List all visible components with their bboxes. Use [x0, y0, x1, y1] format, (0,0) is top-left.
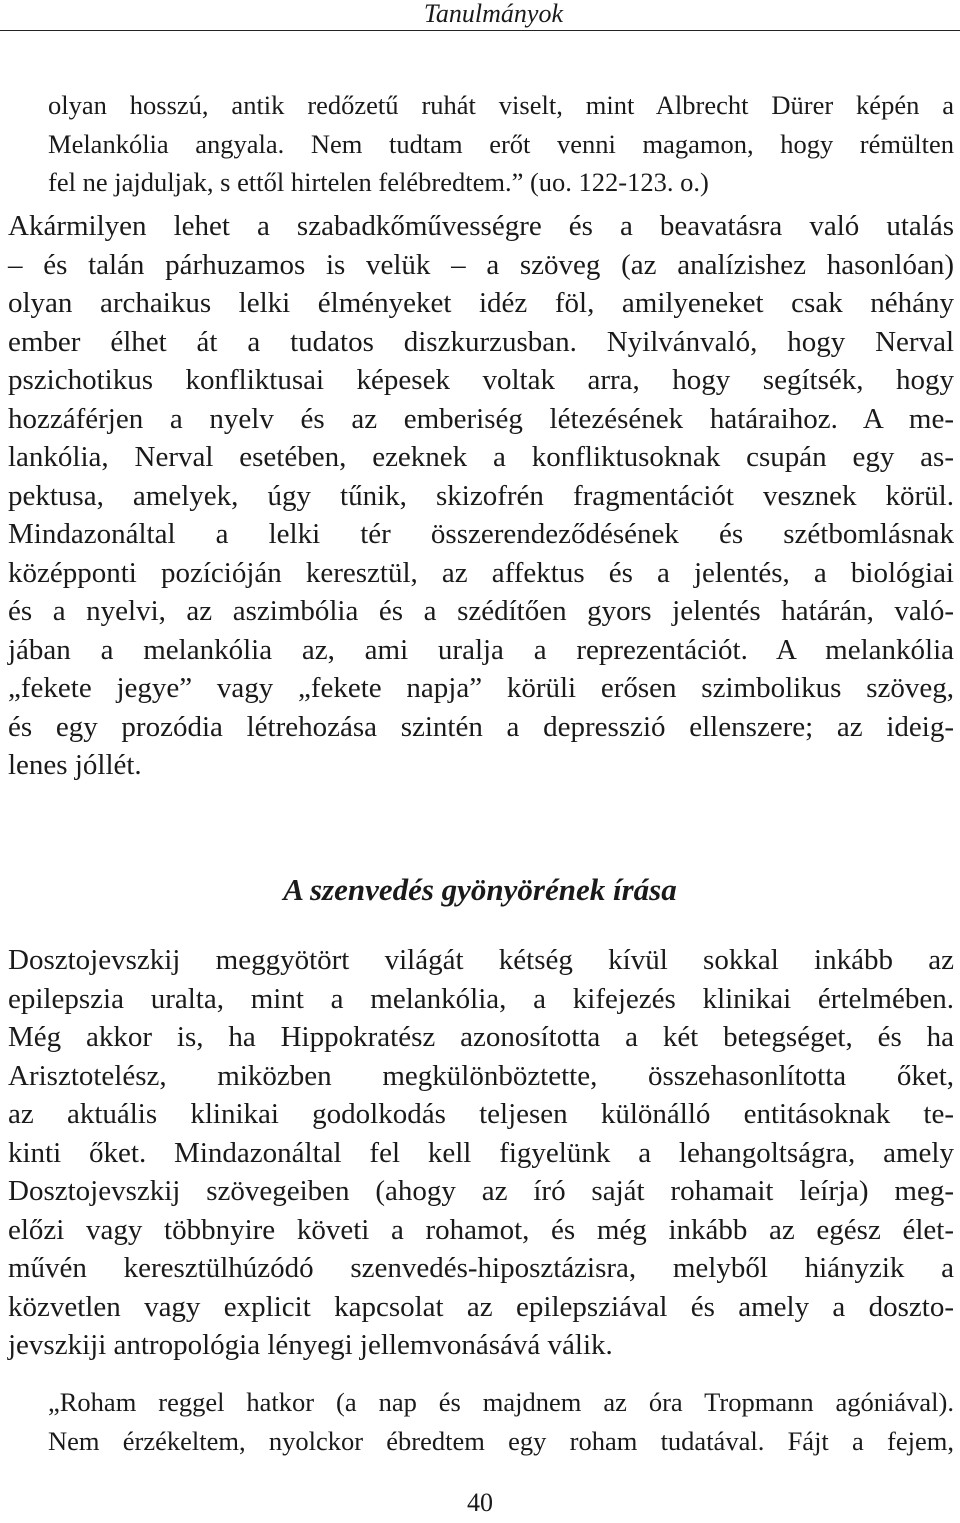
text-line: közvetlen vagy explicit kapcsolat az epilepsziával és amely a doszto-	[8, 1290, 954, 1323]
text-line: fel ne jajduljak, s ettől hirtelen felébredtem.” (uo. 122-123. o.)	[48, 167, 709, 197]
text-line: és egy prozódia létrehozása szintén a depresszió ellenszere; az ideig-	[8, 710, 954, 743]
text-line: középponti pozícióján keresztül, az affektus és a jelentés, a biológiai	[8, 556, 954, 589]
text-line: hozzáférjen a nyelv és az emberiség létezésének határaihoz. A me-	[8, 402, 954, 435]
text-line: Arisztotelész, miközben megkülönböztette, összehasonlította őket,	[8, 1059, 954, 1092]
text-line: pektusa, amelyek, úgy tűnik, skizofrén fragmentációt vesznek körül.	[8, 479, 954, 512]
text-line: lenes jóllét.	[8, 749, 142, 781]
text-line: Még akkor is, ha Hippokratész azonosította a két betegséget, és ha	[8, 1021, 954, 1053]
text-line: „Roham reggel hatkor (a nap és majdnem az óra Tropmann agóniával).	[48, 1387, 954, 1417]
paragraph-nerval	[8, 207, 954, 785]
running-title: Tanulmányok	[423, 0, 563, 28]
text-line: pszichotikus konfliktusai képesek voltak arra, hogy segítsék, hogy	[8, 364, 954, 396]
text-line: kinti őket. Mindazonáltal fel kell figyelünk a lehangoltságra, amely	[8, 1136, 954, 1169]
text-line: „fekete jegye” vagy „fekete napja” körüli erősen szimbolikus szöveg,	[8, 672, 954, 704]
text-line: Melankólia angyala. Nem tudtam erőt venni magamon, hogy rémülten	[48, 128, 954, 159]
text-line: – és talán párhuzamos is velük – a szöveg (az analízishez hasonlóan)	[8, 248, 954, 281]
text-line: epilepszia uralta, mint a melankólia, a kifejezés klinikai értelmében.	[8, 982, 954, 1015]
text-line: Mindazonáltal a lelki tér összerendeződésének és szétbomlásnak	[8, 518, 954, 550]
text-line: Dosztojevszkij meggyötört világát kétség kívül sokkal inkább az	[8, 944, 954, 976]
text-line: művén keresztülhúzódó szenvedés-hiposztázisra, melyből hiányzik a	[8, 1252, 954, 1284]
page-number: 40	[467, 1488, 493, 1517]
block-quote-dream	[48, 86, 954, 202]
text-line: előzi vagy többnyire követi a rohamot, és még inkább az egész élet-	[8, 1213, 954, 1246]
section-heading: A szenvedés gyönyörének írása	[283, 872, 677, 907]
text-line: lankólia, Nerval esetében, ezeknek a konfliktusoknak csupán egy as-	[8, 441, 954, 473]
text-line: jevszkiji antropológia lényegi jellemvonásává válik.	[8, 1329, 613, 1361]
text-line: jában a melankólia az, ami uralja a reprezentációt. A melankólia	[8, 633, 954, 666]
running-header	[0, 0, 960, 31]
text-line: olyan hosszú, antik redőzetű ruhát viselt, mint Albrecht Dürer képén a	[48, 90, 954, 120]
text-line: Akármilyen lehet a szabadkőművességre és a beavatásra való utalás	[8, 210, 954, 242]
text-line: és a nyelvi, az aszimbólia és a szédítően gyors jelentés határán, való-	[8, 595, 954, 627]
paragraph-dostoevsky	[8, 941, 954, 1365]
text-line: Nem érzékeltem, nyolckor ébredtem egy roham tudatával. Fájt a fejem,	[48, 1425, 954, 1456]
text-line: Dosztojevszkij szövegeiben (ahogy az író saját rohamait leírja) meg-	[8, 1175, 954, 1207]
text-line: olyan archaikus lelki élményeket idéz föl, amilyeneket csak néhány	[8, 287, 954, 319]
block-quote-seizure	[48, 1383, 954, 1460]
text-line: az aktuális klinikai godolkodás teljesen különálló entitásoknak te-	[8, 1098, 954, 1130]
text-line: ember élhet át a tudatos diszkurzusban. Nyilvánvaló, hogy Nerval	[8, 325, 954, 358]
